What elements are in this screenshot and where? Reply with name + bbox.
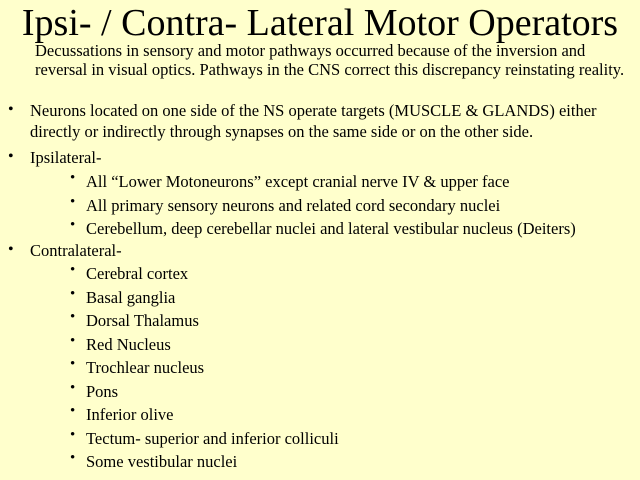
sub-bullet-item — [0, 286, 636, 310]
sub-bullet-dot-icon: • — [70, 285, 76, 302]
sub-bullet-dot-icon: • — [70, 193, 76, 210]
sub-bullet-item — [0, 380, 636, 404]
sub-bullet-item — [0, 450, 636, 474]
slide-title: Ipsi- / Contra- Lateral Motor Operators — [21, 2, 619, 44]
sub-bullet-item — [0, 262, 636, 286]
sub-bullet-dot-icon: • — [70, 309, 76, 325]
sub-bullet-text: Basal ganglia — [86, 287, 176, 307]
sub-bullet-text: All primary sensory neurons and related cord secondary nuclei — [86, 195, 501, 215]
bullet-dot-icon: • — [8, 101, 14, 118]
sub-bullet-item — [0, 170, 636, 194]
sub-bullet-item — [0, 356, 636, 380]
sub-bullet-dot-icon: • — [70, 426, 76, 443]
sub-bullet-dot-icon: • — [70, 450, 76, 466]
sub-bullet-text: Cerebral cortex — [86, 264, 189, 283]
bullet-text: Contralateral- — [30, 241, 122, 260]
sub-bullet-dot-icon: • — [70, 403, 76, 419]
bullet-dot-icon: • — [8, 148, 14, 165]
bullet-neurons — [0, 100, 640, 142]
sub-bullet-item — [0, 333, 636, 357]
intro-paragraph: Decussations in sensory and motor pathways occurred because of the inversion and reversal in visual optics. Pathways in the CNS correct this discrepancy reinstating reality. — [35, 41, 625, 79]
sub-bullet-text: All “Lower Motoneurons” except cranial nerve IV & upper face — [86, 172, 510, 191]
sub-bullet-item — [0, 194, 636, 218]
bullet-item — [0, 147, 640, 168]
bullet-text: Ipsilateral- — [30, 148, 102, 167]
sub-bullet-dot-icon: • — [70, 217, 76, 233]
sub-bullet-text: Tectum- superior and inferior colliculi — [86, 428, 339, 448]
sub-bullet-item — [0, 217, 636, 241]
sub-bullet-text: Inferior olive — [86, 405, 174, 424]
sub-bullet-text: Dorsal Thalamus — [86, 311, 199, 330]
sub-bullet-dot-icon: • — [70, 170, 76, 186]
sub-bullet-dot-icon: • — [70, 262, 76, 278]
sub-bullet-text: Red Nucleus — [86, 334, 171, 354]
bullet-ipsilateral — [0, 147, 640, 241]
sub-bullet-text: Some vestibular nuclei — [86, 452, 238, 471]
sub-bullet-text: Trochlear nucleus — [86, 358, 205, 377]
sub-bullet-dot-icon: • — [70, 379, 76, 396]
sub-bullet-item — [0, 309, 636, 333]
bullet-contralateral — [0, 240, 640, 474]
sub-bullet-text: Pons — [86, 381, 119, 401]
bullet-item — [0, 100, 640, 142]
bullet-dot-icon: • — [8, 241, 14, 258]
bullet-text: Neurons located on one side of the NS operate targets (MUSCLE & GLANDS) either directly or indirectly through synapses on the same side or on the other side. — [30, 101, 597, 141]
sub-bullet-text: Cerebellum, deep cerebellar nuclei and lateral vestibular nucleus (Deiters) — [86, 219, 576, 238]
sub-bullet-dot-icon: • — [70, 356, 76, 372]
bullet-item — [0, 240, 640, 261]
sub-bullet-item — [0, 403, 636, 427]
sub-bullet-dot-icon: • — [70, 332, 76, 349]
sub-bullet-item — [0, 427, 636, 451]
